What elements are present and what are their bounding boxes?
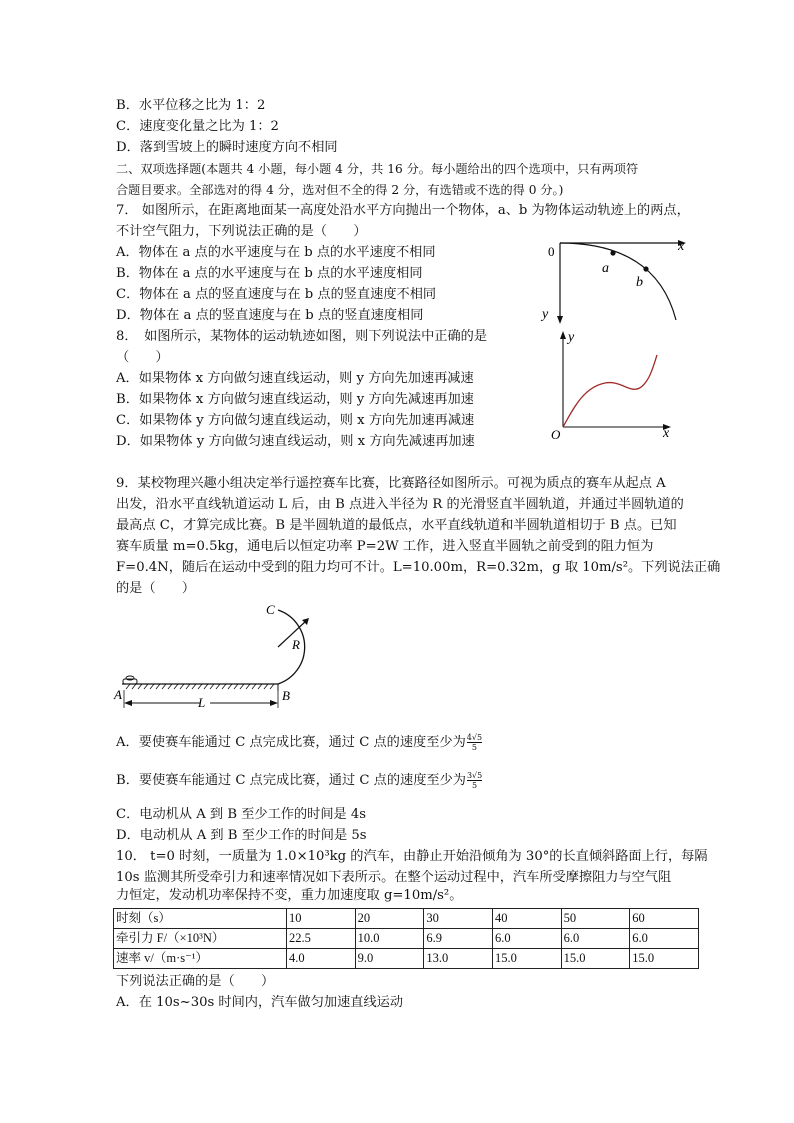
q7-stem-line1: 7． 如图所示，在距离地面某一高度处沿水平方向抛出一个物体，a、b 为物体运动轨迹上的两点， bbox=[116, 203, 690, 218]
q9-race-track-figure bbox=[110, 600, 340, 718]
table-row bbox=[114, 929, 699, 949]
q9-stem-line3: 最高点 C，才算完成比赛。B 是半圆轨道的最低点，水平直线轨道和半圆轨道相切于 B 点。已知 bbox=[116, 518, 677, 533]
table-cell: 15.0 bbox=[630, 949, 699, 969]
q9-stem-line6: 的是（ ） bbox=[116, 581, 196, 596]
q10-option-a: A．在 10s~30s 时间内，汽车做匀加速直线运动 bbox=[116, 995, 404, 1010]
q8-stem-line2: （ ） bbox=[116, 350, 169, 365]
q7-option-c: C．物体在 a 点的竖直速度与在 b 点的竖直速度不相同 bbox=[116, 287, 437, 302]
q9-option-b-denominator: 5 bbox=[472, 781, 478, 790]
q7-fig-point-a: a bbox=[602, 261, 609, 276]
table-cell: 6.9 bbox=[424, 929, 493, 949]
q6-option-b: B．水平位移之比为 1：2 bbox=[116, 98, 266, 113]
q9-option-b-text: B．要使赛车能通过 C 点完成比赛，通过 C 点的速度至少为 bbox=[116, 773, 466, 788]
table-cell: 速率 v/（m·s⁻¹） bbox=[114, 949, 287, 969]
table-cell: 30 bbox=[424, 909, 493, 929]
q9-option-b-fraction bbox=[467, 771, 482, 790]
q7-option-b: B．物体在 a 点的水平速度与在 b 点的水平速度相同 bbox=[116, 266, 423, 281]
q9-fig-label-B: B bbox=[282, 688, 290, 703]
q9-stem-line5: F=0.4N，随后在运动中受到的阻力均可不计。L=10.00m，R=0.32m，g 取 10m/s²。下列说法正确 bbox=[116, 560, 721, 575]
table-cell: 15.0 bbox=[492, 949, 561, 969]
table-cell: 牵引力 F/（×10³N） bbox=[114, 929, 287, 949]
q8-fig-y-label: y bbox=[568, 330, 575, 345]
q7-option-d: D．物体在 a 点的竖直速度与在 b 点的竖直速度相同 bbox=[116, 308, 424, 323]
q10-stem-line3: 力恒定，发动机功率保持不变，重力加速度取 g=10m/s²。 bbox=[116, 888, 463, 903]
q9-option-b bbox=[116, 771, 482, 790]
q8-option-b: B．如果物体 x 方向做匀速直线运动，则 y 方向先减速再加速 bbox=[116, 392, 474, 407]
q8-option-d: D．如果物体 y 方向做匀速直线运动，则 x 方向先减速再加速 bbox=[116, 434, 475, 449]
q9-option-a-text: A．要使赛车能通过 C 点完成比赛，通过 C 点的速度至少为 bbox=[116, 735, 466, 750]
q7-fig-origin: 0 bbox=[548, 244, 555, 259]
q9-option-b-numerator: 3√5 bbox=[466, 771, 483, 780]
q8-stem-line1: 8． 如图所示，某物体的运动轨迹如图，则下列说法中正确的是 bbox=[116, 329, 488, 344]
q6-option-c: C．速度变化量之比为 1：2 bbox=[116, 119, 279, 134]
table-cell: 4.0 bbox=[287, 949, 356, 969]
q8-fig-x-label: x bbox=[663, 426, 670, 441]
table-cell: 6.0 bbox=[561, 929, 630, 949]
q6-option-d: D．落到雪坡上的瞬时速度方向不相同 bbox=[116, 140, 338, 155]
table-cell: 60 bbox=[630, 909, 699, 929]
q8-option-a: A．如果物体 x 方向做匀速直线运动，则 y 方向先加速再减速 bbox=[116, 371, 474, 386]
table-cell: 22.5 bbox=[287, 929, 356, 949]
table-cell: 9.0 bbox=[355, 949, 424, 969]
q7-option-a: A．物体在 a 点的水平速度与在 b 点的水平速度不相同 bbox=[116, 245, 436, 260]
q7-projectile-figure bbox=[536, 228, 696, 328]
q9-option-a bbox=[116, 733, 482, 752]
q9-option-d: D．电动机从 A 到 B 至少工作的时间是 5s bbox=[116, 828, 367, 843]
table-cell: 时刻（s） bbox=[114, 909, 287, 929]
q8-trajectory-figure bbox=[545, 325, 680, 443]
table-cell: 15.0 bbox=[561, 949, 630, 969]
table-cell: 20 bbox=[355, 909, 424, 929]
section-2-instructions-line1: 二、双项选择题(本题共 4 小题，每小题 4 分，共 16 分。每小题给出的四个选项中，只有两项符 bbox=[116, 162, 639, 176]
table-cell: 10.0 bbox=[355, 929, 424, 949]
table-cell: 50 bbox=[561, 909, 630, 929]
q9-fig-label-R: R bbox=[292, 637, 300, 652]
q10-after-table: 下列说法正确的是（ ） bbox=[116, 974, 275, 989]
table-row bbox=[114, 949, 699, 969]
q9-option-a-numerator: 4√5 bbox=[466, 733, 483, 742]
q9-option-a-denominator: 5 bbox=[471, 743, 477, 752]
q9-fig-label-L: L bbox=[198, 695, 206, 710]
q7-fig-y-label: y bbox=[542, 307, 549, 322]
q9-fig-label-A: A bbox=[114, 687, 122, 702]
q9-option-c: C．电动机从 A 到 B 至少工作的时间是 4s bbox=[116, 807, 367, 822]
q8-fig-origin: O bbox=[551, 427, 561, 442]
q9-option-a-fraction bbox=[467, 733, 482, 752]
table-cell: 13.0 bbox=[424, 949, 493, 969]
q7-stem-line2: 不计空气阻力，下列说法正确的是（ ） bbox=[116, 224, 367, 239]
q8-option-c: C．如果物体 y 方向做匀速直线运动，则 x 方向先加速再减速 bbox=[116, 413, 475, 428]
table-cell: 40 bbox=[492, 909, 561, 929]
q7-fig-x-label: x bbox=[678, 239, 685, 254]
table-cell: 10 bbox=[287, 909, 356, 929]
q10-stem-line2: 10s 监测其所受牵引力和速率情况如下表所示。在整个运动过程中，汽车所受摩擦阻力与空气阻 bbox=[116, 870, 672, 885]
table-row bbox=[114, 909, 699, 929]
table-cell: 6.0 bbox=[492, 929, 561, 949]
q9-fig-label-C: C bbox=[266, 602, 275, 617]
q9-stem-line1: 9．某校物理兴趣小组决定举行遥控赛车比赛，比赛路径如图所示。可视为质点的赛车从起点 A bbox=[116, 476, 666, 491]
section-2-instructions-line2: 合题目要求。全部选对的得 4 分，选对但不全的得 2 分，有选错或不选的得 0 分。) bbox=[116, 183, 564, 197]
q10-stem-line1: 10． t=0 时刻，一质量为 1.0×10³kg 的汽车，由静止开始沿倾角为 30°的长直倾斜路面上行，每隔 bbox=[116, 849, 708, 864]
q10-data-table bbox=[113, 908, 699, 969]
q9-stem-line2: 出发，沿水平直线轨道运动 L 后，由 B 点进入半径为 R 的光滑竖直半圆轨道，并通过半圆轨道的 bbox=[116, 497, 684, 512]
q9-stem-line4: 赛车质量 m=0.5kg，通电后以恒定功率 P=2W 工作，进入竖直半圆轨之前受到的阻力恒为 bbox=[116, 539, 654, 554]
table-cell: 6.0 bbox=[630, 929, 699, 949]
q7-fig-point-b: b bbox=[636, 275, 643, 290]
